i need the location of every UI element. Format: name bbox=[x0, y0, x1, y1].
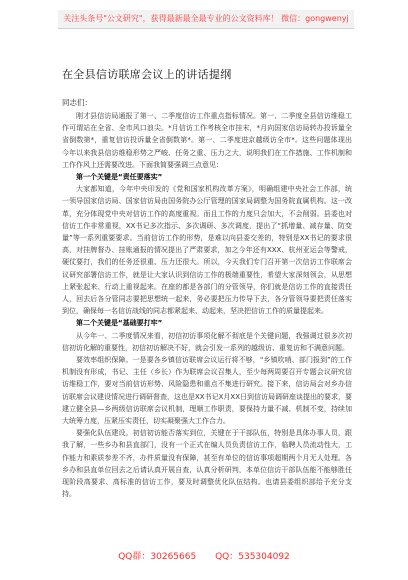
paragraph-intro: 刚才县信访局通报了第一、二季度信访工作重点指标情况。第一、二季度全县信访维稳工作可谓站在全省、全市风口浪尖。*月信访工作考核全市挂末，*月向国家信访局转办投诉量全省倒数第*，重复信访投诉量全省倒数第*。第一、二季度进京越级访全市*。这些问题体现出今年以来我县信访维稳形势之严峻、任务之重、压力之大，说明我们在工作措施、工作机制和工作作风上还需要改进。下面我简要强调三点意见： bbox=[62, 112, 352, 169]
paragraph-organization: 要效率组织保障。一是要各乡镇信访联席会议运行将不够，“乡镇吹哨、部门报到”的工作机制没有形成，书记、主任（乡长）作为联席会议召集人，至少每两周要召开专题会议研究信访维稳工作，要对当前信访形势、风险隐患和重点不集进行研究。接下来，信访局会对乡办信访联席会议建设情况进行调研督查，这也是XX书记X月XX日到信访局调研座谈提出的要求，要建立健全县—乡两级信访联席会议机制，理顺工作职责，要保持力量不减、机制不变，持续加大统筹力度，压紧压实责任，切实凝聚强大工作合力。 bbox=[62, 356, 352, 426]
footer-qq-group: QQ群：30265665 bbox=[118, 552, 197, 562]
section-heading-1: 第一个关键是“责任要落实” bbox=[76, 173, 163, 182]
footer-contact bbox=[0, 548, 408, 566]
document-title: 在全县信访联席会议上的讲话提纲 bbox=[62, 68, 232, 81]
paragraph-team: 要强化队伍建设。初信初访能否落实到位，关键在于干部队伍，特别是具体办事人员，跟我了解，一些乡办和县直部门，没有一个正式在编人员负责信访工作，临聘人员流动性大，工作能力和素质参差不齐，办件质量没有保障，甚至有单位的信访事项超期两个月无人处理。各乡办和县直单位回去之后请认真开展自查，认真分析研判，本单位信访干部队伍能不能够胜任现阶段高要求、高标准的信访工作，要及时调整优化队伍结构。也请县委组织部给予充分支持。 bbox=[62, 429, 352, 499]
section-heading-2: 第二个关键是“基础要打牢” bbox=[76, 319, 163, 328]
salutation: 同志们： bbox=[62, 98, 92, 107]
paragraph-foundation: 从今年一、二季度情况来看，初信初访事项化解不彻底是个关键问题，我强调过很多次初信初访化解的重要性，初信初访解决不好，就会引发一系列的越级访、重复访和不满意问题。 bbox=[62, 331, 352, 352]
paragraph-responsibility: 大家都知道，今年中央印发的《党和国家机构改革方案》，明确组建中央社会工作部，统一领导国家信访局、国家信访局由国务院办公厅管理的国家局调整为国务院直属机构。这一改革，充分体现党中央对信访工作的高度重视。而且工作的力度只会加大，不会削弱。县委也对信访工作非常重视，XX书记多次指示、多次调研、多次调度，提出了“抓增量、减存量、防变量”等一系列重要要求。当前信访工作的形势，是难以向县委交差的，特别是XX书记的要求很高，对挂牌督办、挂账通报的情况提出了严肃要求，加之今年还有XXX、杭州亚运会等警戒，硬仗要打，我们的任务还很重、压力还很大。所以，今天我们专门召开第一次信访工作联席会议研究部署信访工作，就是让大家认识到信访工作的极端重要性，希望大家深刻领会，从思想上紧张起来、行动上重视起来。在座的都是各部门的分管领导，你们就是信访工作的直接责任人，回去后各分管同志要把思想统一起来，务必要把压力传导下去，各分管领导要把责任落实到位，确保每一名信访战线的同志都紧起来、动起来，坚决把信访工作的质量提起来。 bbox=[62, 185, 352, 316]
header-banner: 关注头条号"公文研究"，获得最新最全最专业的公文资料库！ 微信：gongwenyj bbox=[58, 10, 354, 29]
footer-qq-user: QQ：535304092 bbox=[215, 552, 290, 562]
document-body bbox=[62, 110, 352, 501]
